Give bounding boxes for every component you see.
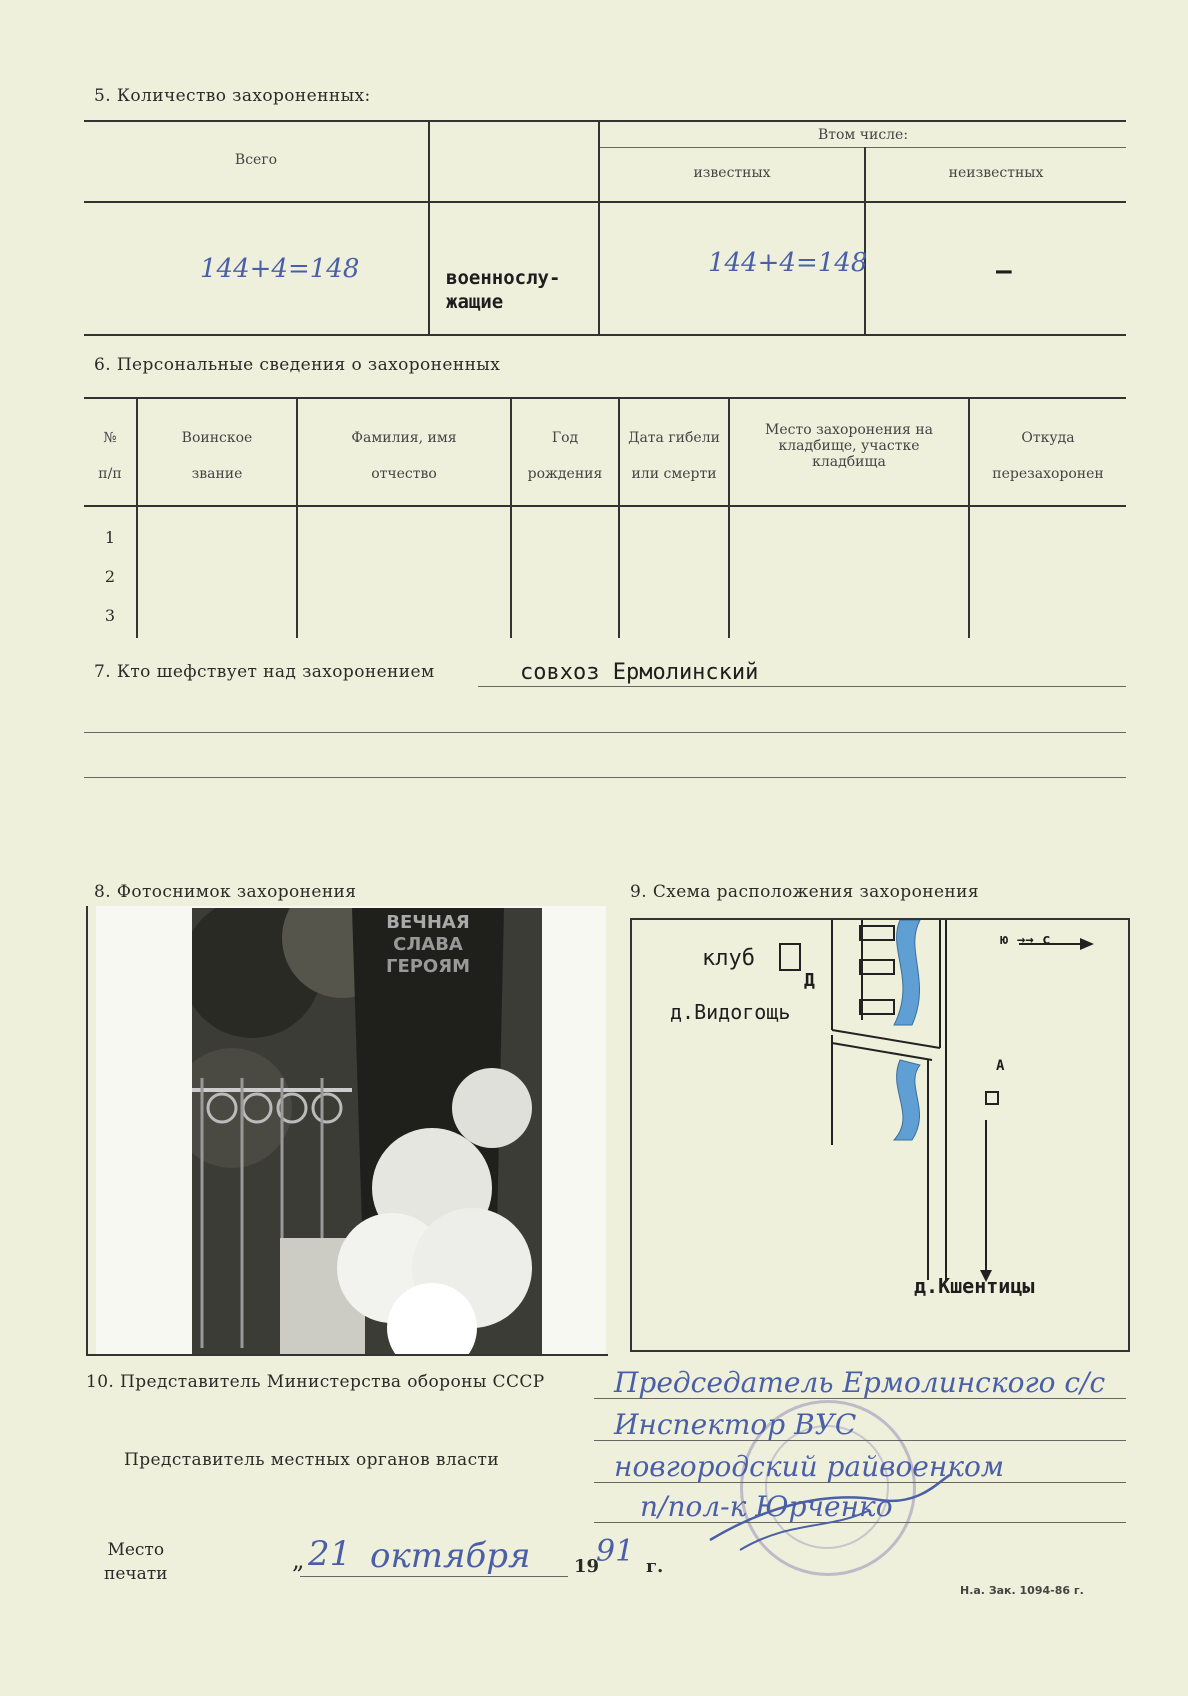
patron-value: совхоз Ермолинский [520,660,759,685]
stamp-place-label: Место печати [104,1540,168,1584]
header-num: № п/п [98,430,122,482]
header-birth-year: Год рождения [527,430,603,482]
local-rep-label: Представитель местных органов власти [124,1450,500,1470]
date-month: октября [370,1536,531,1576]
section5-title: 5. Количество захороненных: [94,86,371,106]
header-burial-place: Место захоронения на кладбище, участке кладбища [764,422,934,470]
compass: ю →→ с [1000,932,1051,948]
signature-line-4: п/пол-к Юрченко [640,1490,893,1523]
header-rank: Воинское звание [181,430,253,482]
signature-line-1: Председатель Ермолинского с/с [614,1366,1106,1399]
svg-text:СЛАВА: СЛАВА [393,934,463,955]
header-death-date: Дата гибели или смерти [628,430,720,482]
club-label: клуб [702,946,755,971]
section6-title: 6. Персональные сведения о захороненных [94,355,501,375]
scheme-frame [630,918,1130,1352]
row-number: 2 [104,567,116,586]
total-value: 144+4=148 [200,254,360,284]
unknown-value: – [996,256,1012,286]
village-kshentitsy: д.Кшентицы [914,1274,1035,1298]
print-info: Н.а. Зак. 1094-86 г. [960,1584,1084,1597]
date-suffix: г. [646,1556,664,1577]
section8-title: 8. Фотоснимок захоронения [94,882,357,902]
category-value: военнослу- жащие [446,267,561,313]
col-total-header: Всего [234,152,278,168]
svg-text:ВЕЧНАЯ: ВЕЧНАЯ [386,912,470,933]
section9-title: 9. Схема расположения захоронения [630,882,979,902]
signature-line-2: Инспектор ВУС [614,1408,857,1441]
date-quote: „ [292,1546,305,1574]
scheme-drawing [632,920,1128,1350]
mod-rep-label: 10. Представитель Министерства обороны СССР [86,1372,545,1392]
section7-label: 7. Кто шефствует над захоронением [94,662,435,682]
burial-photo [192,908,542,1354]
col-incl-header: Втом числе: [817,127,909,143]
date-day: 21 [308,1534,352,1574]
col-unknown-header: неизвестных [948,165,1044,181]
date-year-prefix: 19 [574,1556,600,1577]
monument-photo-image [192,908,542,1354]
header-reburied-from: Откуда перезахоронен [992,430,1104,482]
mark-d: Д [804,970,815,991]
col-known-header: известных [693,165,771,181]
known-value: 144+4=148 [708,248,868,278]
header-name: Фамилия, имя отчество [351,430,457,482]
mark-a: А [996,1058,1005,1074]
signature-line-3: новгородский райвоенком [614,1450,1005,1483]
row-number: 3 [104,606,116,625]
row-number: 1 [104,528,116,547]
date-year: 91 [596,1534,635,1569]
village-vidogosch: д.Видогощь [670,1000,791,1024]
handwritten-signature [700,1470,960,1560]
svg-text:ГЕРОЯМ: ГЕРОЯМ [385,956,471,977]
